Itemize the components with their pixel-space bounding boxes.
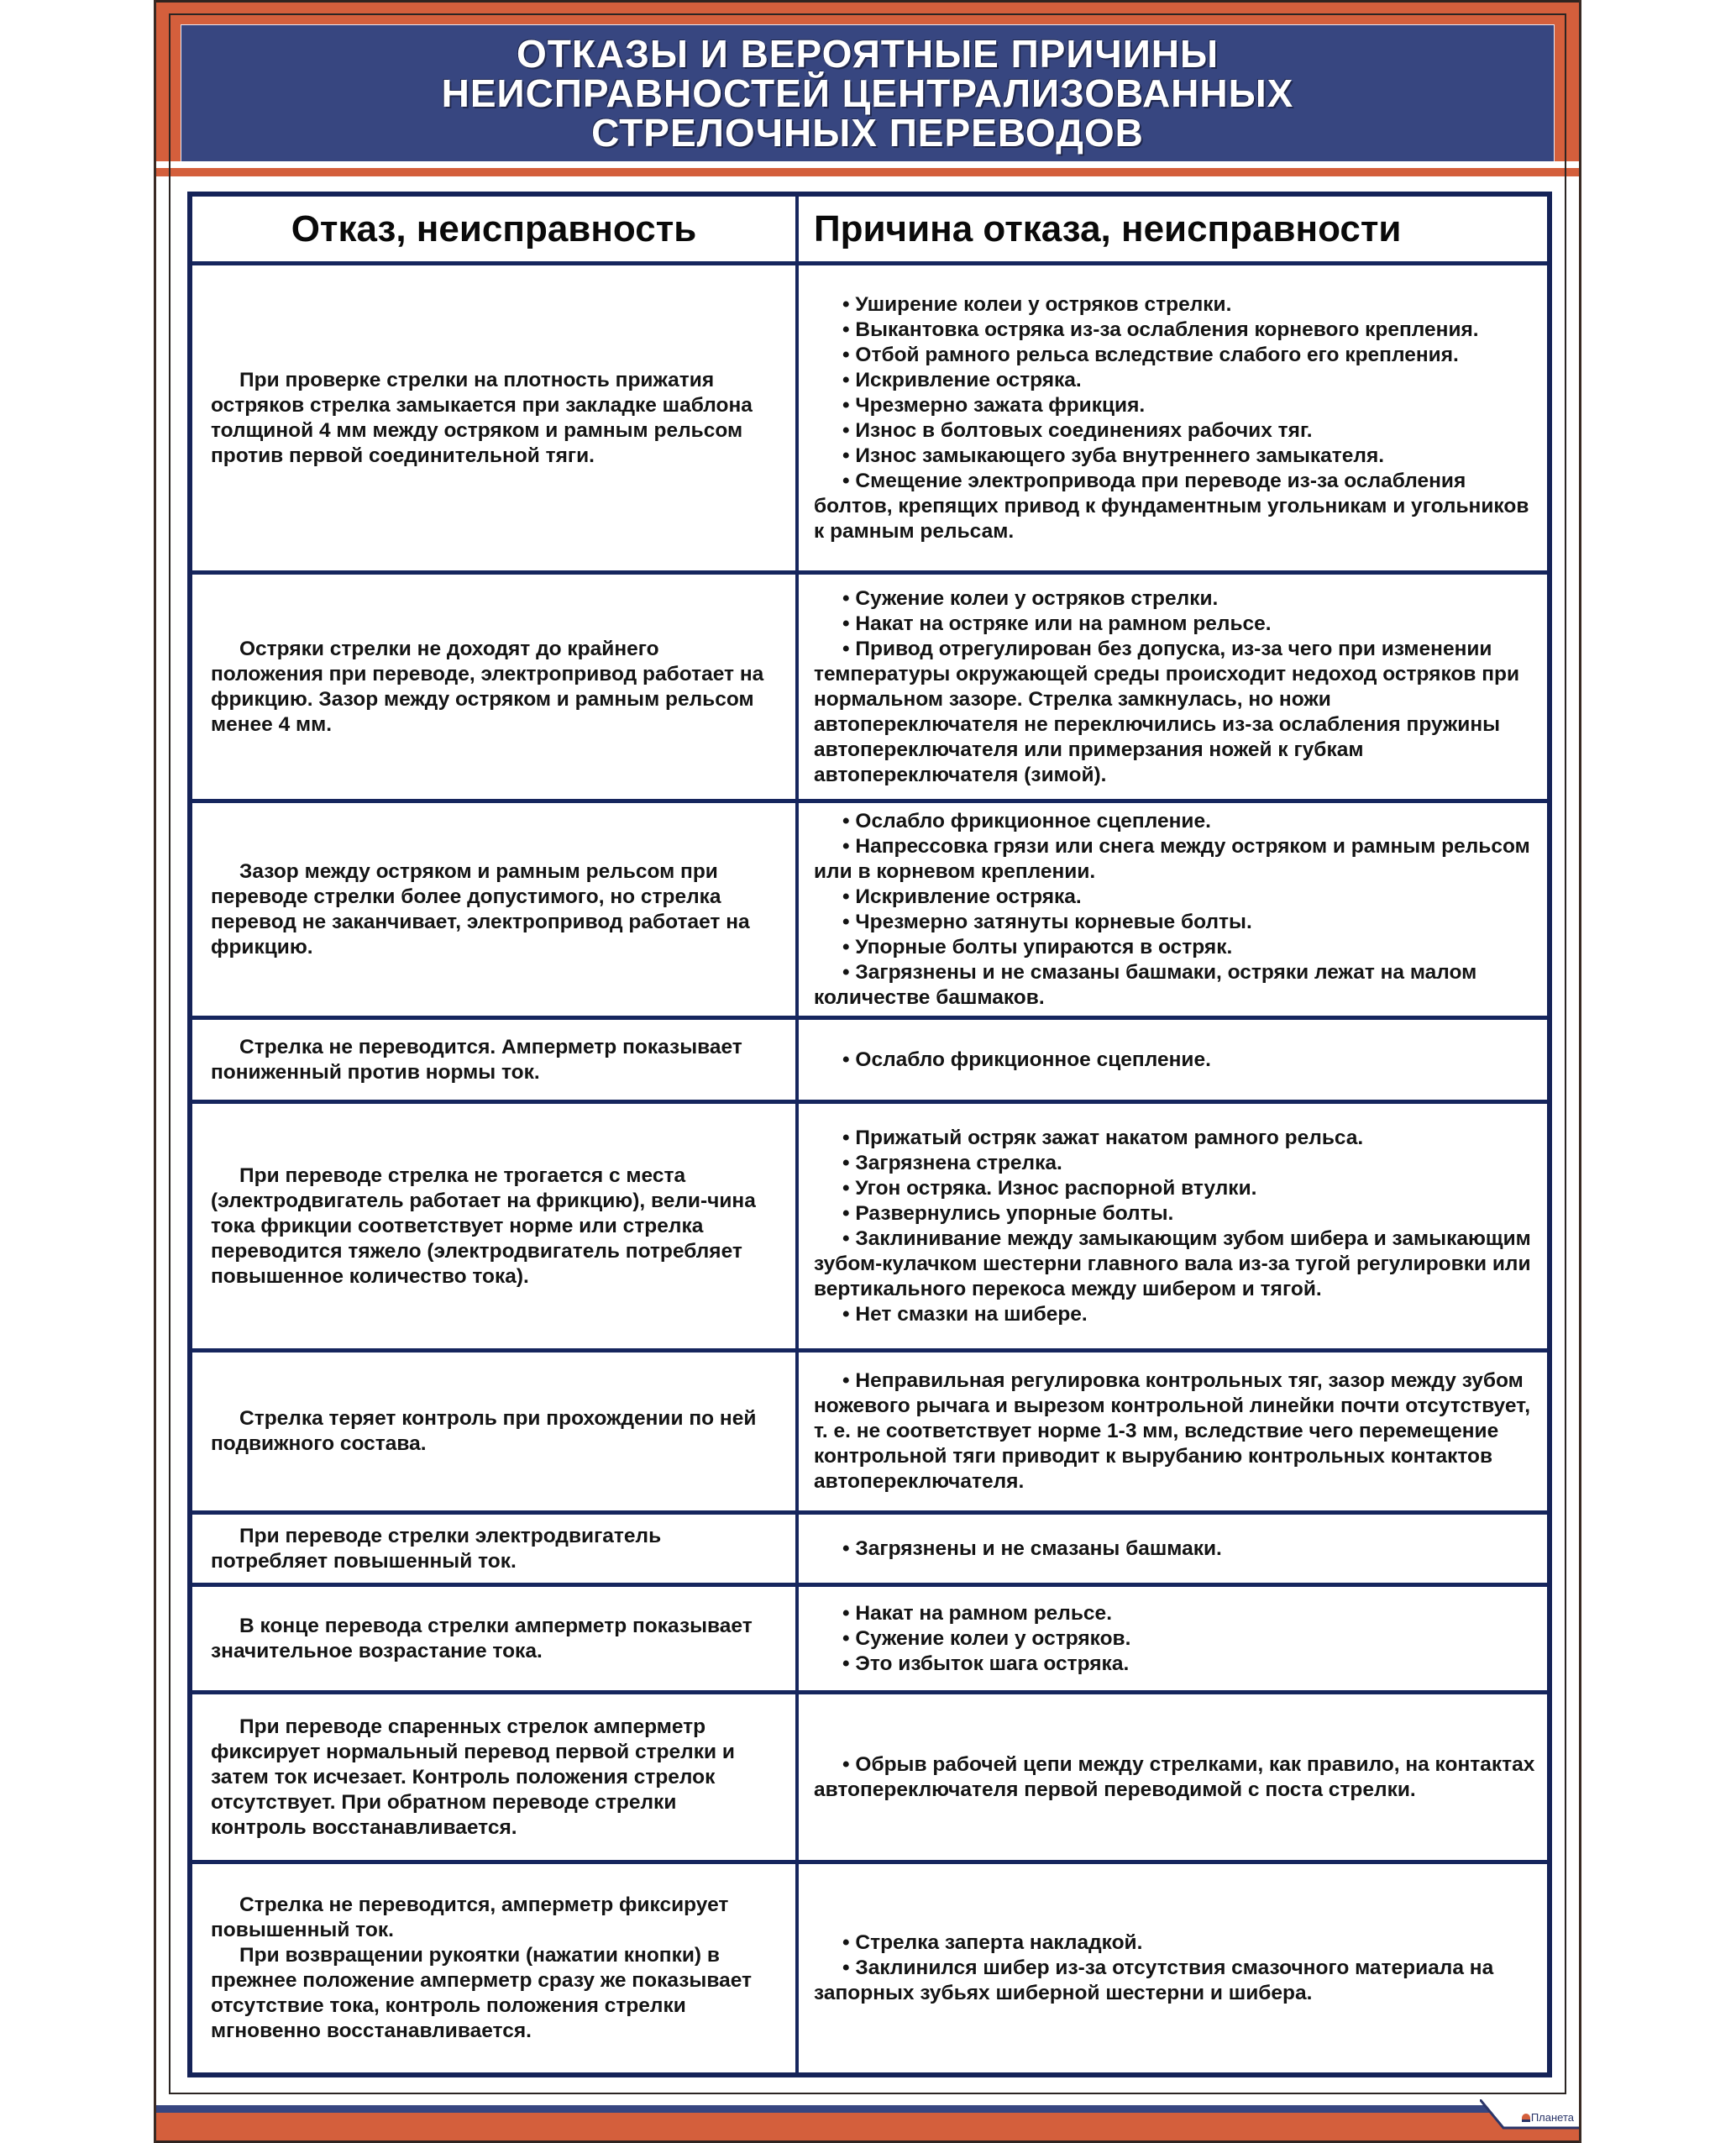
table-header-row [192,197,1547,265]
header-cause-cell [799,197,1547,261]
fault-paragraph: Остряки стрелки не доходят до крайнего положения при переводе, электропривод работает на фрикцию. Зазор между остряком и рамным рельсом менее 4 мм. [211,637,764,736]
table-row [192,265,1547,575]
cause-list [814,1930,1539,2006]
fault-cell [192,1104,799,1348]
cause-item: • Чрезмерно затянуты корневые болты. [814,910,1539,935]
cause-item: • Загрязнены и не смазаны башмаки. [814,1536,1222,1562]
cause-item: • Чрезмерно зажата фрикция. [814,393,1539,418]
cause-item: • Сужение колеи у остряков. [814,1626,1130,1652]
title-line-2: НЕИСПРАВНОСТЕЙ ЦЕНТРАЛИЗОВАННЫХ [441,71,1294,115]
table-row [192,575,1547,803]
cause-list [814,1601,1130,1677]
cause-item: • Уширение колеи у остряков стрелки. [814,292,1539,318]
fault-text [211,1715,777,1841]
cause-list [814,292,1539,544]
fault-paragraph: При переводе стрелки электродвигатель потребляет повышенный ток. [211,1524,662,1573]
cause-item: • Сужение колеи у остряков стрелки. [814,586,1539,612]
cause-item: • Обрыв рабочей цепи между стрелками, как правило, на контактах автопереключателя первой переводимой с поста стрелки. [814,1752,1539,1803]
fault-cell [192,803,799,1016]
cause-item: • Привод отрегулирован без допуска, из-за чего при изменении температуры окружающей среды происходит недоход остряков при нормальном зазоре. Стрелка замкнулась, но ножи автопереключателя не переключились из-за ослабления пружины автопереключателя или примерзания ножей к губкам автопереключателя (зимой). [814,637,1539,788]
fault-cell [192,1694,799,1860]
cause-cell [799,803,1547,1016]
fault-cell [192,1864,799,2072]
fault-text [211,368,777,469]
table-row [192,1694,1547,1864]
table-row [192,1515,1547,1587]
cause-item: • Износ замыкающего зуба внутреннего замыкателя. [814,444,1539,469]
cause-item: • Это избыток шага остряка. [814,1652,1130,1677]
cause-item: • Угон остряка. Износ распорной втулки. [814,1176,1539,1201]
table-row [192,1104,1547,1353]
cause-item: • Загрязнена стрелка. [814,1151,1539,1176]
header-cause: Причина отказа, неисправности [814,207,1402,249]
cause-item: • Ослабло фрикционное сцепление. [814,1048,1211,1073]
table-row [192,1020,1547,1104]
fault-text [211,637,777,738]
cause-list [814,1126,1539,1327]
cause-item: • Прижатый остряк зажат накатом рамного рельса. [814,1126,1539,1151]
fault-cell [192,265,799,570]
faults-table [187,192,1552,2077]
cause-cell [799,1515,1547,1583]
cause-item: • Смещение электропривода при переводе из-за ослабления болтов, крепящих привод к фундаментным угольникам и угольников к рамным рельсам. [814,469,1539,544]
cause-item: • Неправильная регулировка контрольных тяг, зазор между зубом ножевого рычага и вырезом контрольной линейки почти отсутствует, т. е. не соответствует норме 1-3 мм, вследствие чего перемещение контрольной тяги приводит к вырубанию контрольных контактов автопереключателя. [814,1368,1539,1494]
fault-paragraph: При проверке стрелки на плотность прижатия остряков стрелка замыкается при закладке шаблона толщиной 4 мм между остряком и рамным рельсом против первой соединительной тяги. [211,368,753,467]
publisher-logo-text: Планета [1530,2111,1574,2124]
cause-cell [799,1587,1547,1690]
header-fault-cell [192,197,799,261]
cause-item: • Развернулись упорные болты. [814,1201,1539,1226]
cause-item: • Накат на остряке или на рамном рельсе. [814,612,1539,637]
cause-item: • Загрязнены и не смазаны башмаки, остряки лежат на малом количестве башмаков. [814,960,1539,1011]
cause-item: • Износ в болтовых соединениях рабочих тяг. [814,418,1539,444]
cause-list [814,586,1539,788]
fault-paragraph: Зазор между остряком и рамным рельсом при переводе стрелки более допустимого, но стрелка перевод не заканчивает, электропривод работает на фрикцию. [211,859,750,959]
cause-cell [799,1694,1547,1860]
cause-cell [799,265,1547,570]
cause-cell [799,575,1547,799]
cause-item: • Заклинился шибер из-за отсутствия смазочного материала на запорных зубьях шиберной шестерни и шибера. [814,1956,1539,2006]
cause-item: • Нет смазки на шибере. [814,1302,1539,1327]
fault-cell [192,575,799,799]
fault-paragraph: Стрелка не переводится. Амперметр показывает пониженный против нормы ток. [211,1035,742,1084]
fault-text [211,1524,777,1574]
fault-cell [192,1353,799,1510]
fault-cell [192,1020,799,1100]
cause-cell [799,1020,1547,1100]
fault-paragraph: В конце перевода стрелки амперметр показывает значительное возрастание тока. [211,1614,753,1662]
cause-cell [799,1864,1547,2072]
cause-item: • Упорные болты упираются в остряк. [814,935,1539,960]
cause-list [814,1536,1222,1562]
fault-cell [192,1515,799,1583]
cause-list [814,809,1539,1011]
fault-text [211,1163,777,1289]
cause-item: • Искривление остряка. [814,368,1539,393]
cause-item: • Стрелка заперта накладкой. [814,1930,1539,1956]
fault-paragraph: При возвращении рукоятки (нажатии кнопки) в прежнее положение амперметр сразу же показывает отсутствие тока, контроль положения стрелки мгновенно восстанавливается. [211,1944,753,2042]
cause-cell [799,1353,1547,1510]
title-line-1: ОТКАЗЫ И ВЕРОЯТНЫЕ ПРИЧИНЫ [516,31,1219,76]
bottom-orange-band [156,2113,1579,2143]
fault-text [211,1893,777,2044]
publisher-logo [1522,2111,1574,2124]
logo-icon [1522,2114,1530,2122]
fault-text [211,1406,777,1457]
table-row [192,1353,1547,1515]
fault-paragraph: Стрелка теряет контроль при прохождении по ней подвижного состава. [211,1407,757,1455]
fault-paragraph: При переводе спаренных стрелок амперметр фиксирует нормальный перевод первой стрелки и затем ток исчезает. Контроль положения стрелок отсутствует. При обратном переводе стрелки контроль восстанавливается. [211,1715,735,1839]
cause-item: • Накат на рамном рельсе. [814,1601,1130,1626]
table-row [192,803,1547,1020]
poster [154,0,1581,2143]
cause-list [814,1048,1211,1073]
table-row [192,1587,1547,1694]
header-fault: Отказ, неисправность [291,207,697,249]
cause-item: • Заклинивание между замыкающим зубом шибера и замыкающим зубом-кулачком шестерни главного вала из-за тугой регулировки или вертикального перекоса между шибером и тягой. [814,1226,1539,1302]
cause-item: • Выкантовка остряка из-за ослабления корневого крепления. [814,318,1539,343]
fault-text [211,1614,777,1664]
cause-cell [799,1104,1547,1348]
fault-paragraph: При переводе стрелка не трогается с места (электродвигатель работает на фрикцию), вели-чина тока фрикции соответствует норме или стрелка переводится тяжело (электродвигатель потребляет повышенное количество тока). [211,1163,756,1288]
table-row [192,1864,1547,2072]
cause-list [814,1368,1539,1494]
fault-text [211,1035,777,1085]
title-banner [181,24,1555,161]
cause-item: • Ослабло фрикционное сцепление. [814,809,1539,834]
fault-paragraph: Стрелка не переводится, амперметр фиксирует повышенный ток. [211,1894,729,1941]
title-line-3: СТРЕЛОЧНЫХ ПЕРЕВОДОВ [591,110,1144,155]
cause-item: • Искривление остряка. [814,885,1539,910]
cause-list [814,1752,1539,1803]
bottom-blue-stripe [156,2105,1579,2113]
fault-cell [192,1587,799,1690]
fault-text [211,859,777,960]
cause-item: • Напрессовка грязи или снега между остряком и рамным рельсом или в корневом креплении. [814,834,1539,885]
cause-item: • Отбой рамного рельса вследствие слабого его крепления. [814,343,1539,368]
